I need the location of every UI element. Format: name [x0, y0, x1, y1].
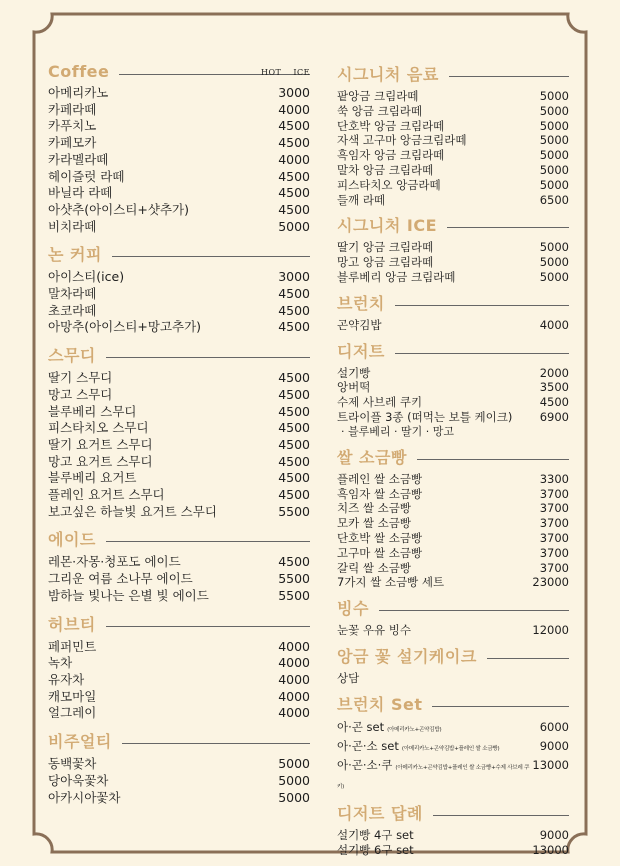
menu-item-name: 들깨 라떼 [337, 192, 386, 207]
menu-item [48, 655, 310, 672]
menu-item-price: 3000 [278, 269, 310, 285]
menu-item [48, 756, 310, 773]
menu-item-name: 아메리카노 [48, 85, 109, 100]
menu-item-name: 쑥 앙금 크림라떼 [337, 103, 423, 118]
menu-item-price: 4500 [278, 554, 310, 570]
dessert-gift-list [337, 828, 569, 858]
menu-item-price: 9000 [539, 827, 569, 842]
menu-item-name: 단호박 앙금 크림라떼 [337, 118, 445, 133]
menu-item-price: 5000 [539, 133, 569, 148]
section-title: 브런치 [337, 293, 385, 313]
menu-item-name: 피스타치오 앙금라떼 [337, 177, 441, 192]
section-title: 허브티 [48, 614, 96, 634]
noncoffee-list [48, 269, 310, 336]
menu-item-name: 딸기 앙금 크림라떼 [337, 240, 434, 255]
menu-item-name: 플레인 쌀 소금빵 [337, 471, 423, 486]
dessert-header [337, 339, 569, 362]
menu-item-name: 바닐라 라떼 [48, 185, 113, 201]
menu-item-price: 4500 [278, 168, 310, 184]
menu-item [48, 404, 310, 421]
menu-item [337, 163, 569, 178]
menu-item-name: 초코라떼 [48, 302, 97, 318]
section-title: 비주얼티 [48, 732, 112, 752]
menu-item-price: 5000 [539, 269, 569, 284]
menu-item-price: 5000 [278, 756, 310, 772]
menu-item-name: 7가지 쌀 소금빵 세트 [337, 575, 445, 590]
signature-ice-list [337, 240, 569, 284]
smoothie-header [48, 343, 310, 366]
set-item [337, 757, 569, 795]
consult-label: 상담 [337, 670, 360, 685]
section-title: 빙수 [337, 599, 369, 619]
menu-item-name: 카라멜라떼 [48, 151, 109, 167]
visualtea-header [48, 729, 310, 752]
set-item [337, 719, 569, 738]
ade-list [48, 554, 310, 604]
menu-item-name: 설기빵 6구 set [337, 842, 414, 857]
menu-item [337, 104, 569, 119]
menu-item [48, 102, 310, 119]
menu-item [337, 843, 569, 858]
menu-item [48, 554, 310, 571]
menu-item-price: 5000 [539, 177, 569, 192]
menu-item-name: 블루베리 요거트 [48, 470, 137, 486]
brunch-list [337, 318, 569, 333]
menu-item-name: 피스타치오 스무디 [48, 420, 149, 436]
menu-item-price: 4500 [278, 185, 310, 201]
menu-item-name: 치즈 쌀 소금빵 [337, 501, 411, 516]
menu-item-price: 5500 [278, 587, 310, 603]
set-item-name: 아·곤·소 set [337, 738, 399, 753]
menu-item-name: 흑임자 쌀 소금빵 [337, 486, 423, 501]
menu-item-price: 5000 [539, 162, 569, 177]
menu-item-price: 4000 [278, 688, 310, 704]
section-title: 스무디 [48, 346, 96, 366]
section-title: 쌀 소금빵 [337, 447, 407, 467]
section-title: 브런치 Set [337, 694, 423, 714]
menu-item-price: 4500 [278, 286, 310, 302]
menu-item [337, 89, 569, 104]
menu-item-name: 블루베리 스무디 [48, 403, 137, 419]
menu-item-price: 5000 [278, 218, 310, 234]
dessert-gift-header [337, 801, 569, 824]
menu-item [48, 269, 310, 286]
menu-item [337, 148, 569, 163]
menu-item-price: 6500 [539, 192, 569, 207]
set-item-name: 아·곤 set [337, 719, 385, 734]
rice-bread-header [337, 445, 569, 468]
menu-item-name: 녹차 [48, 655, 73, 671]
menu-item [48, 387, 310, 404]
signature-latte-list [337, 89, 569, 207]
menu-item [337, 318, 569, 333]
menu-item [48, 487, 310, 504]
menu-item-price: 5000 [539, 240, 569, 255]
set-item-desc: (아메리카노+곤약김밥+플레인 쌀 소금빵) [401, 745, 500, 752]
menu-item-price: 4500 [278, 453, 310, 469]
divider [433, 815, 569, 816]
menu-item-price: 4000 [278, 671, 310, 687]
herbtea-list [48, 639, 310, 723]
menu-item-name: 단호박 쌀 소금빵 [337, 530, 423, 545]
menu-item-price: 2000 [539, 365, 569, 380]
menu-item-name: 비치라떼 [48, 218, 97, 234]
menu-item-name: 고구마 쌀 소금빵 [337, 545, 423, 560]
menu-item-price: 4500 [278, 403, 310, 419]
menu-item-name: 트라이플 3종 (떠먹는 보틀 케이크) [337, 409, 513, 424]
set-item-desc: (아메리카노+곤약김밥+플레인 쌀 소금빵+수제 사브레 쿠키) [337, 764, 530, 790]
menu-item [48, 319, 310, 336]
menu-item-price: 5000 [278, 789, 310, 805]
set-item-desc: (아메리카노+곤약김밥) [387, 726, 442, 733]
menu-item [337, 623, 569, 638]
menu-item-name: 유자차 [48, 671, 85, 687]
menu-item [337, 487, 569, 502]
menu-item [48, 437, 310, 454]
menu-item-name: 플레인 요거트 스무디 [48, 487, 165, 503]
set-item-price: 9000 [539, 738, 569, 753]
divider [432, 706, 569, 707]
divider [112, 256, 310, 257]
menu-item [337, 119, 569, 134]
section-title: 시그니처 ICE [337, 216, 438, 236]
menu-item-name: 곤약김밥 [337, 317, 382, 332]
menu-item-name: 카페모카 [48, 135, 97, 151]
menu-item-name: 딸기 스무디 [48, 370, 113, 386]
divider [106, 541, 310, 542]
menu-item-price: 4000 [539, 317, 569, 332]
menu-item [48, 185, 310, 202]
menu-item-price: 3700 [539, 530, 569, 545]
section-title: Coffee [48, 62, 110, 81]
menu-item-price: 4000 [278, 151, 310, 167]
menu-item [48, 470, 310, 487]
menu-item [337, 193, 569, 208]
menu-item [337, 501, 569, 516]
menu-item-price: 4500 [278, 319, 310, 335]
menu-item [337, 270, 569, 285]
divider [379, 610, 569, 611]
menu-item-name: 아망추(아이스티+망고추가) [48, 319, 202, 335]
section-title: 디저트 [337, 341, 385, 361]
menu-item-price: 13000 [532, 842, 569, 857]
menu-item-price: 5000 [539, 103, 569, 118]
menu-item-price: 3700 [539, 486, 569, 501]
menu-item-price: 3300 [539, 471, 569, 486]
ade-header [48, 527, 310, 550]
menu-item-name: 딸기 요거트 스무디 [48, 436, 153, 452]
menu-item [48, 773, 310, 790]
menu-item [48, 672, 310, 689]
trifle-flavors-note: · 블루베리 · 딸기 · 망고 [341, 424, 454, 438]
divider [447, 227, 569, 228]
menu-item-name: 헤이즐럿 라떼 [48, 168, 125, 184]
menu-item-name: 망고 앙금 크림라떼 [337, 255, 434, 270]
coffee-list [48, 85, 310, 235]
smoothie-list [48, 370, 310, 520]
menu-item [48, 202, 310, 219]
menu-item-price: 3700 [539, 545, 569, 560]
signature-latte-header [337, 62, 569, 85]
menu-item-name: 모카 쌀 소금빵 [337, 516, 411, 531]
menu-item-price: 5000 [539, 118, 569, 133]
menu-item [337, 240, 569, 255]
menu-item-price: 23000 [532, 575, 569, 590]
menu-item-price: 4500 [278, 420, 310, 436]
brunch-set-list [337, 719, 569, 795]
divider [395, 305, 569, 306]
menu-item-name: 레몬·자몽·청포도 에이드 [48, 554, 181, 570]
menu-item [337, 380, 569, 395]
section-title: 논 커피 [48, 245, 102, 265]
menu-item [337, 366, 569, 381]
dessert-list [337, 366, 569, 425]
menu-item [48, 118, 310, 135]
menu-item [48, 420, 310, 437]
menu-item [48, 790, 310, 807]
flower-cake-note [337, 671, 569, 686]
menu-item [48, 705, 310, 722]
menu-item-price: 4500 [539, 395, 569, 410]
menu-item-price: 12000 [532, 623, 569, 638]
menu-item-name: 아이스티(ice) [48, 269, 125, 285]
menu-item-price: 4500 [278, 370, 310, 386]
menu-item-name: 흑임자 앙금 크림라떼 [337, 148, 445, 163]
menu-item-price: 3700 [539, 501, 569, 516]
menu-item-price: 5000 [539, 148, 569, 163]
menu-item-price: 5500 [278, 571, 310, 587]
menu-item [337, 410, 569, 425]
menu-item [337, 561, 569, 576]
menu-item-price: 3500 [539, 380, 569, 395]
menu-item-price: 4500 [278, 386, 310, 402]
menu-item [48, 286, 310, 303]
set-item-price: 6000 [539, 719, 569, 734]
menu-item [48, 504, 310, 521]
menu-item-name: 앙버떡 [337, 380, 371, 395]
menu-item [337, 828, 569, 843]
menu-item [337, 472, 569, 487]
menu-item-price: 4000 [278, 705, 310, 721]
menu-item-price: 3700 [539, 516, 569, 531]
menu-item [337, 178, 569, 193]
menu-item-price: 5500 [278, 503, 310, 519]
menu-item-name: 블루베리 앙금 크림라떼 [337, 269, 456, 284]
menu-item-name: 갈릭 쌀 소금빵 [337, 560, 411, 575]
section-title: 앙금 꽃 설기케이크 [337, 646, 477, 666]
menu-item [337, 575, 569, 590]
brunch-set-header [337, 692, 569, 715]
bingsu-header [337, 596, 569, 619]
menu-item-name: 아카시아꽃차 [48, 789, 121, 805]
menu-item [48, 303, 310, 320]
menu-item-name: 캐모마일 [48, 688, 97, 704]
right-column [337, 62, 569, 857]
menu-item [337, 546, 569, 561]
left-column [48, 62, 310, 806]
menu-item [48, 135, 310, 152]
hot-ice-label [249, 68, 310, 77]
menu-item [337, 531, 569, 546]
menu-item [48, 639, 310, 656]
menu-item [48, 85, 310, 102]
divider [417, 459, 569, 460]
menu-item-price: 4500 [278, 302, 310, 318]
menu-item [48, 454, 310, 471]
set-item [337, 738, 569, 757]
set-item-name: 아·곤·소·쿠 [337, 757, 393, 772]
menu-item-name: 설기빵 [337, 365, 371, 380]
hot-label: HOT [261, 68, 282, 77]
menu-item [48, 219, 310, 236]
menu-item-price: 4500 [278, 118, 310, 134]
flower-cake-header [337, 644, 569, 667]
ice-label: ICE [293, 68, 310, 77]
menu-item-price: 5000 [539, 255, 569, 270]
menu-item [337, 255, 569, 270]
menu-item-name: 설기빵 4구 set [337, 827, 414, 842]
menu-item-price: 3700 [539, 560, 569, 575]
menu-item-name: 얼그레이 [48, 705, 97, 721]
menu-item-name: 아샷추(아이스티+샷추가) [48, 201, 189, 217]
menu-item-price: 4000 [278, 101, 310, 117]
menu-item-name: 망고 요거트 스무디 [48, 453, 153, 469]
menu-item-name: 밤하늘 빛나는 은별 빛 에이드 [48, 587, 209, 603]
signature-ice-header [337, 213, 569, 236]
menu-item-name: 당아욱꽃차 [48, 772, 109, 788]
menu-item-name: 보고싶은 하늘빛 요거트 스무디 [48, 503, 217, 519]
menu-item-price: 4500 [278, 201, 310, 217]
brunch-header [337, 291, 569, 314]
herbtea-header [48, 612, 310, 635]
divider [106, 357, 310, 358]
menu-item [48, 571, 310, 588]
section-title: 디저트 답례 [337, 803, 423, 823]
menu-item-name: 그리운 여름 소나무 에이드 [48, 571, 193, 587]
menu-item [337, 516, 569, 531]
menu-item-name: 카푸치노 [48, 118, 97, 134]
menu-item-price: 3000 [278, 85, 310, 100]
bingsu-list [337, 623, 569, 638]
visualtea-list [48, 756, 310, 806]
menu-item-name: 수제 사브레 쿠키 [337, 395, 423, 410]
menu-item-price: 4000 [278, 638, 310, 654]
section-title: 에이드 [48, 530, 96, 550]
menu-item-price: 5000 [539, 89, 569, 103]
set-item-price: 13000 [532, 757, 569, 772]
menu-item [337, 133, 569, 148]
divider [449, 76, 569, 77]
menu-item-name: 말차라떼 [48, 286, 97, 302]
menu-item-name: 자색 고구마 앙금크림라떼 [337, 133, 467, 148]
menu-item-price: 4500 [278, 487, 310, 503]
menu-item [48, 588, 310, 605]
divider [395, 353, 569, 354]
divider [122, 743, 310, 744]
menu-item-name: 동백꽃차 [48, 756, 97, 772]
coffee-header [48, 62, 310, 81]
menu-item-name: 말차 앙금 크림라떼 [337, 162, 434, 177]
menu-item [48, 689, 310, 706]
menu-item-price: 6900 [539, 409, 569, 424]
menu-item-price: 4500 [278, 436, 310, 452]
menu-item [337, 395, 569, 410]
menu-item-name: 팥앙금 크림라떼 [337, 89, 419, 103]
divider [106, 626, 310, 627]
section-title: 시그니처 음료 [337, 65, 439, 84]
menu-item-price: 4500 [278, 135, 310, 151]
menu-item-price: 5000 [278, 772, 310, 788]
noncoffee-header [48, 242, 310, 265]
menu-item [48, 370, 310, 387]
menu-item-name: 카페라떼 [48, 101, 97, 117]
menu-item [48, 169, 310, 186]
menu-item-name: 눈꽃 우유 빙수 [337, 623, 411, 638]
rice-bread-list [337, 472, 569, 590]
divider [487, 658, 569, 659]
menu-item-name: 망고 스무디 [48, 386, 113, 402]
menu-item-price: 4000 [278, 655, 310, 671]
menu-item [48, 152, 310, 169]
menu-item-name: 페퍼민트 [48, 638, 97, 654]
menu-item-price: 4500 [278, 470, 310, 486]
